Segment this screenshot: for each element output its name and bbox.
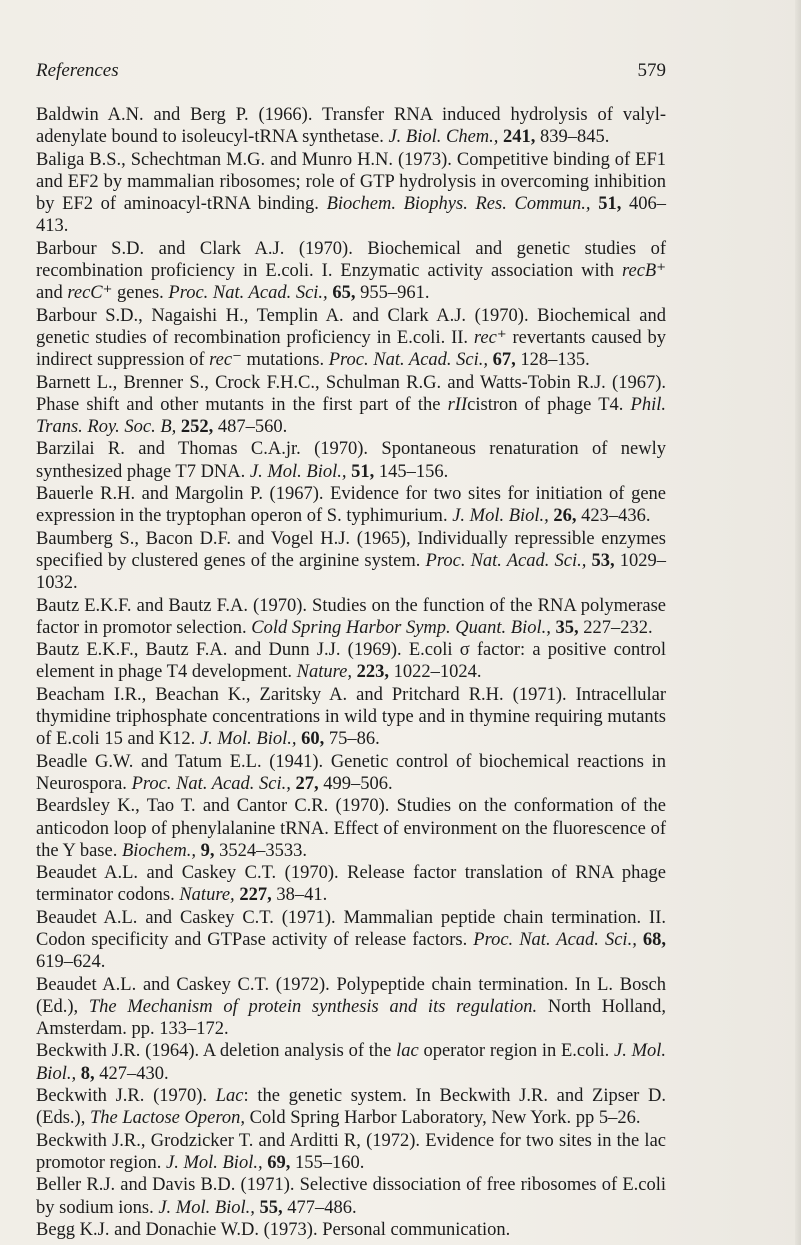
reference-text: North Holland, Amsterdam. pp. 133–172.: [36, 996, 667, 1040]
reference-journal: Nature,: [296, 662, 352, 683]
reference-volume: 252,: [180, 417, 214, 438]
reference-pages: 619–624.: [36, 952, 106, 973]
reference-journal: J. Mol. Biol.,: [249, 461, 347, 482]
reference-list: [36, 104, 666, 1241]
reference-entry: [36, 104, 666, 149]
reference-journal: Phil. Trans. Roy. Soc. B,: [36, 394, 666, 438]
page-edge: [795, 0, 801, 1245]
reference-entry: [36, 751, 666, 796]
reference-volume: 65,: [332, 283, 356, 304]
reference-italic: rec⁻: [209, 350, 242, 371]
reference-text: Barbour S.D., Nagaishi H., Templin A. and Clark A.J. (1970). Biochemical and genetic studies of recombination proficiency in E.coli. II.: [36, 305, 666, 348]
reference-entry: [36, 483, 666, 528]
reference-entry: [36, 305, 666, 372]
reference-volume: 26,: [553, 506, 577, 527]
reference-journal: J. Mol. Biol.,: [166, 1152, 263, 1173]
reference-text: Baliga B.S., Schechtman M.G. and Munro H.N. (1973). Competitive binding of EF1 and EF2 by mammalian ribosomes; role of GTP hydrolysis in overcoming inhibition by EF2 of aminoacyl-tRNA binding.: [36, 149, 666, 215]
reference-entry: [36, 1219, 666, 1241]
reference-text: Bauerle R.H. and Margolin P. (1967). Evidence for two sites for initiation of gene expression in the tryptophan operon of S. typhimurium.: [36, 484, 666, 527]
reference-pages: 499–506.: [318, 773, 393, 794]
reference-text: and: [36, 283, 68, 304]
reference-text: mutations.: [241, 350, 329, 371]
reference-text: Beckwith J.R. (1970).: [36, 1086, 216, 1107]
reference-italic: The Lactose Operon,: [89, 1108, 245, 1129]
reference-entry: [36, 238, 666, 305]
reference-text: Cold Spring Harbor Laboratory, New York. pp 5–26.: [244, 1108, 641, 1129]
reference-journal: J. Mol. Biol.,: [452, 506, 549, 527]
reference-italic: recC⁺: [67, 283, 113, 304]
reference-text: Barzilai R. and Thomas C.A.jr. (1970). Spontaneous renaturation of newly synthesized phage T7 DNA.: [36, 439, 666, 482]
reference-text: : the genetic system. In Beckwith J.R. and Zipser D. (Eds.),: [36, 1086, 666, 1129]
reference-pages: 1029–1032.: [36, 550, 667, 594]
reference-volume: 241,: [503, 127, 536, 148]
reference-text: Baldwin A.N. and Berg P. (1966). Transfer RNA induced hydrolysis of valyl-adenylate bound to isoleucyl-tRNA synthetase.: [36, 105, 666, 148]
page-header: [36, 60, 666, 90]
running-title: References: [36, 60, 119, 81]
reference-text: Beardsley K., Tao T. and Cantor C.R. (1970). Studies on the conformation of the anticodon loop of phenylalanine tRNA. Effect of environment on the fluorescence of the Y base.: [36, 796, 666, 861]
reference-text: genes.: [112, 283, 169, 304]
reference-text: Beaudet A.L. and Caskey C.T. (1971). Mammalian peptide chain termination. II. Codon specificity and GTPase activity of release factors.: [36, 907, 666, 950]
reference-volume: 9,: [200, 840, 215, 861]
reference-text: revertants caused by indirect suppression of: [36, 327, 666, 371]
reference-italic: rec⁺: [473, 327, 507, 348]
reference-entry: [36, 595, 666, 640]
reference-volume: 68,: [642, 929, 667, 950]
reference-volume: 35,: [555, 617, 579, 638]
reference-entry: [36, 684, 666, 751]
reference-pages: 38–41.: [271, 885, 328, 906]
reference-journal: Proc. Nat. Acad. Sci.,: [328, 350, 489, 371]
reference-volume: 27,: [295, 773, 319, 794]
reference-volume: 51,: [351, 461, 375, 482]
reference-pages: 155–160.: [290, 1152, 365, 1173]
reference-pages: 1022–1024.: [388, 662, 482, 683]
reference-entry: [36, 974, 666, 1041]
reference-text: Barnett L., Brenner S., Crock F.H.C., Schulman R.G. and Watts-Tobin R.J. (1967). Phase shift and other mutants in the first part of the: [36, 372, 666, 415]
page-number: 579: [637, 60, 666, 81]
reference-pages: 955–961.: [355, 283, 430, 304]
reference-pages: 3524–3533.: [214, 840, 307, 861]
reference-journal: J. Mol. Biol.,: [199, 729, 297, 750]
reference-volume: 53,: [591, 550, 615, 571]
reference-volume: 223,: [356, 662, 389, 683]
reference-journal: Biochem.,: [121, 840, 196, 861]
reference-pages: 227–232.: [578, 617, 653, 638]
reference-italic: lac: [396, 1041, 419, 1062]
reference-entry: [36, 528, 666, 595]
reference-entry: [36, 372, 666, 439]
reference-pages: 839–845.: [535, 127, 610, 148]
reference-pages: 145–156.: [374, 461, 449, 482]
reference-journal: Proc. Nat. Acad. Sci.,: [168, 283, 328, 304]
reference-text: Beller R.J. and Davis B.D. (1971). Selective dissociation of free ribosomes of E.coli by sodium ions.: [36, 1175, 666, 1218]
reference-text: Beaudet A.L. and Caskey C.T. (1970). Release factor translation of RNA phage terminator codons.: [36, 863, 666, 906]
reference-entry: [36, 907, 666, 974]
reference-italic: recB⁺: [621, 261, 666, 282]
reference-journal: Proc. Nat. Acad. Sci.,: [131, 773, 291, 794]
reference-italic: The Mechanism of protein synthesis and its regulation.: [88, 996, 538, 1017]
reference-entry: [36, 1040, 666, 1085]
reference-journal: Biochem. Biophys. Res. Commun.,: [326, 194, 591, 215]
reference-entry: [36, 862, 666, 907]
reference-journal: Cold Spring Harbor Symp. Quant. Biol.,: [251, 617, 551, 638]
reference-text: Baumberg S., Bacon D.F. and Vogel H.J. (1965), Individually repressible enzymes specified by clustered genes of the arginine system.: [36, 528, 666, 571]
reference-text: Beckwith J.R. (1964). A deletion analysis of the: [36, 1041, 397, 1062]
reference-pages: 477–486.: [282, 1197, 357, 1218]
reference-text: Beaudet A.L. and Caskey C.T. (1972). Polypeptide chain termination. In L. Bosch (Ed.),: [36, 974, 666, 1017]
reference-journal: J. Mol. Biol.,: [158, 1197, 255, 1218]
reference-text: Bautz E.K.F., Bautz F.A. and Dunn J.J. (1969). E.coli σ factor: a positive control element in phage T4 development.: [36, 640, 666, 683]
reference-volume: 67,: [492, 350, 516, 371]
reference-pages: 128–135.: [515, 350, 590, 371]
reference-journal: Proc. Nat. Acad. Sci.,: [425, 550, 587, 571]
reference-volume: 55,: [259, 1197, 283, 1218]
reference-text: Bautz E.K.F. and Bautz F.A. (1970). Studies on the function of the RNA polymerase factor in promotor selection.: [36, 595, 666, 638]
reference-text: cistron of phage T4.: [467, 394, 631, 415]
reference-text: Beckwith J.R., Grodzicker T. and Arditti R, (1972). Evidence for two sites in the lac promotor region.: [36, 1130, 666, 1173]
reference-text: operator region in E.coli.: [418, 1041, 614, 1062]
reference-volume: 69,: [267, 1152, 291, 1173]
reference-journal: J. Mol. Biol.,: [36, 1041, 667, 1084]
reference-entry: [36, 438, 666, 483]
reference-pages: 427–430.: [94, 1063, 169, 1084]
reference-text: Beacham I.R., Beachan K., Zaritsky A. and Pritchard R.H. (1971). Intracellular thymidine triphosphate concentrations in wild type and in thymine requiring mutants of E.coli 15 and K12.: [36, 684, 666, 750]
reference-entry: [36, 1130, 666, 1175]
reference-entry: [36, 1174, 666, 1219]
reference-journal: Nature,: [179, 885, 235, 906]
reference-pages: 487–560.: [213, 417, 288, 438]
reference-entry: [36, 149, 666, 238]
reference-pages: 423–436.: [576, 506, 651, 527]
reference-italic: rII: [447, 394, 468, 415]
reference-volume: 51,: [598, 194, 622, 215]
reference-volume: 8,: [80, 1063, 95, 1084]
reference-text: Beadle G.W. and Tatum E.L. (1941). Genetic control of biochemical reactions in Neurospora.: [36, 751, 666, 794]
reference-pages: 75–86.: [324, 729, 380, 750]
reference-italic: Lac: [215, 1086, 244, 1107]
reference-entry: [36, 1085, 666, 1130]
reference-entry: [36, 639, 666, 684]
reference-journal: Proc. Nat. Acad. Sci.,: [473, 929, 637, 950]
reference-volume: 227,: [239, 885, 272, 906]
reference-entry: [36, 795, 666, 862]
reference-journal: J. Biol. Chem.,: [388, 127, 499, 148]
reference-volume: 60,: [301, 729, 325, 750]
reference-text: Begg K.J. and Donachie W.D. (1973). Personal communication.: [36, 1219, 511, 1240]
reference-pages: 406–413.: [36, 194, 667, 237]
reference-text: Barbour S.D. and Clark A.J. (1970). Biochemical and genetic studies of recombination proficiency in E.coli. I. Enzymatic activity association with: [36, 238, 666, 282]
